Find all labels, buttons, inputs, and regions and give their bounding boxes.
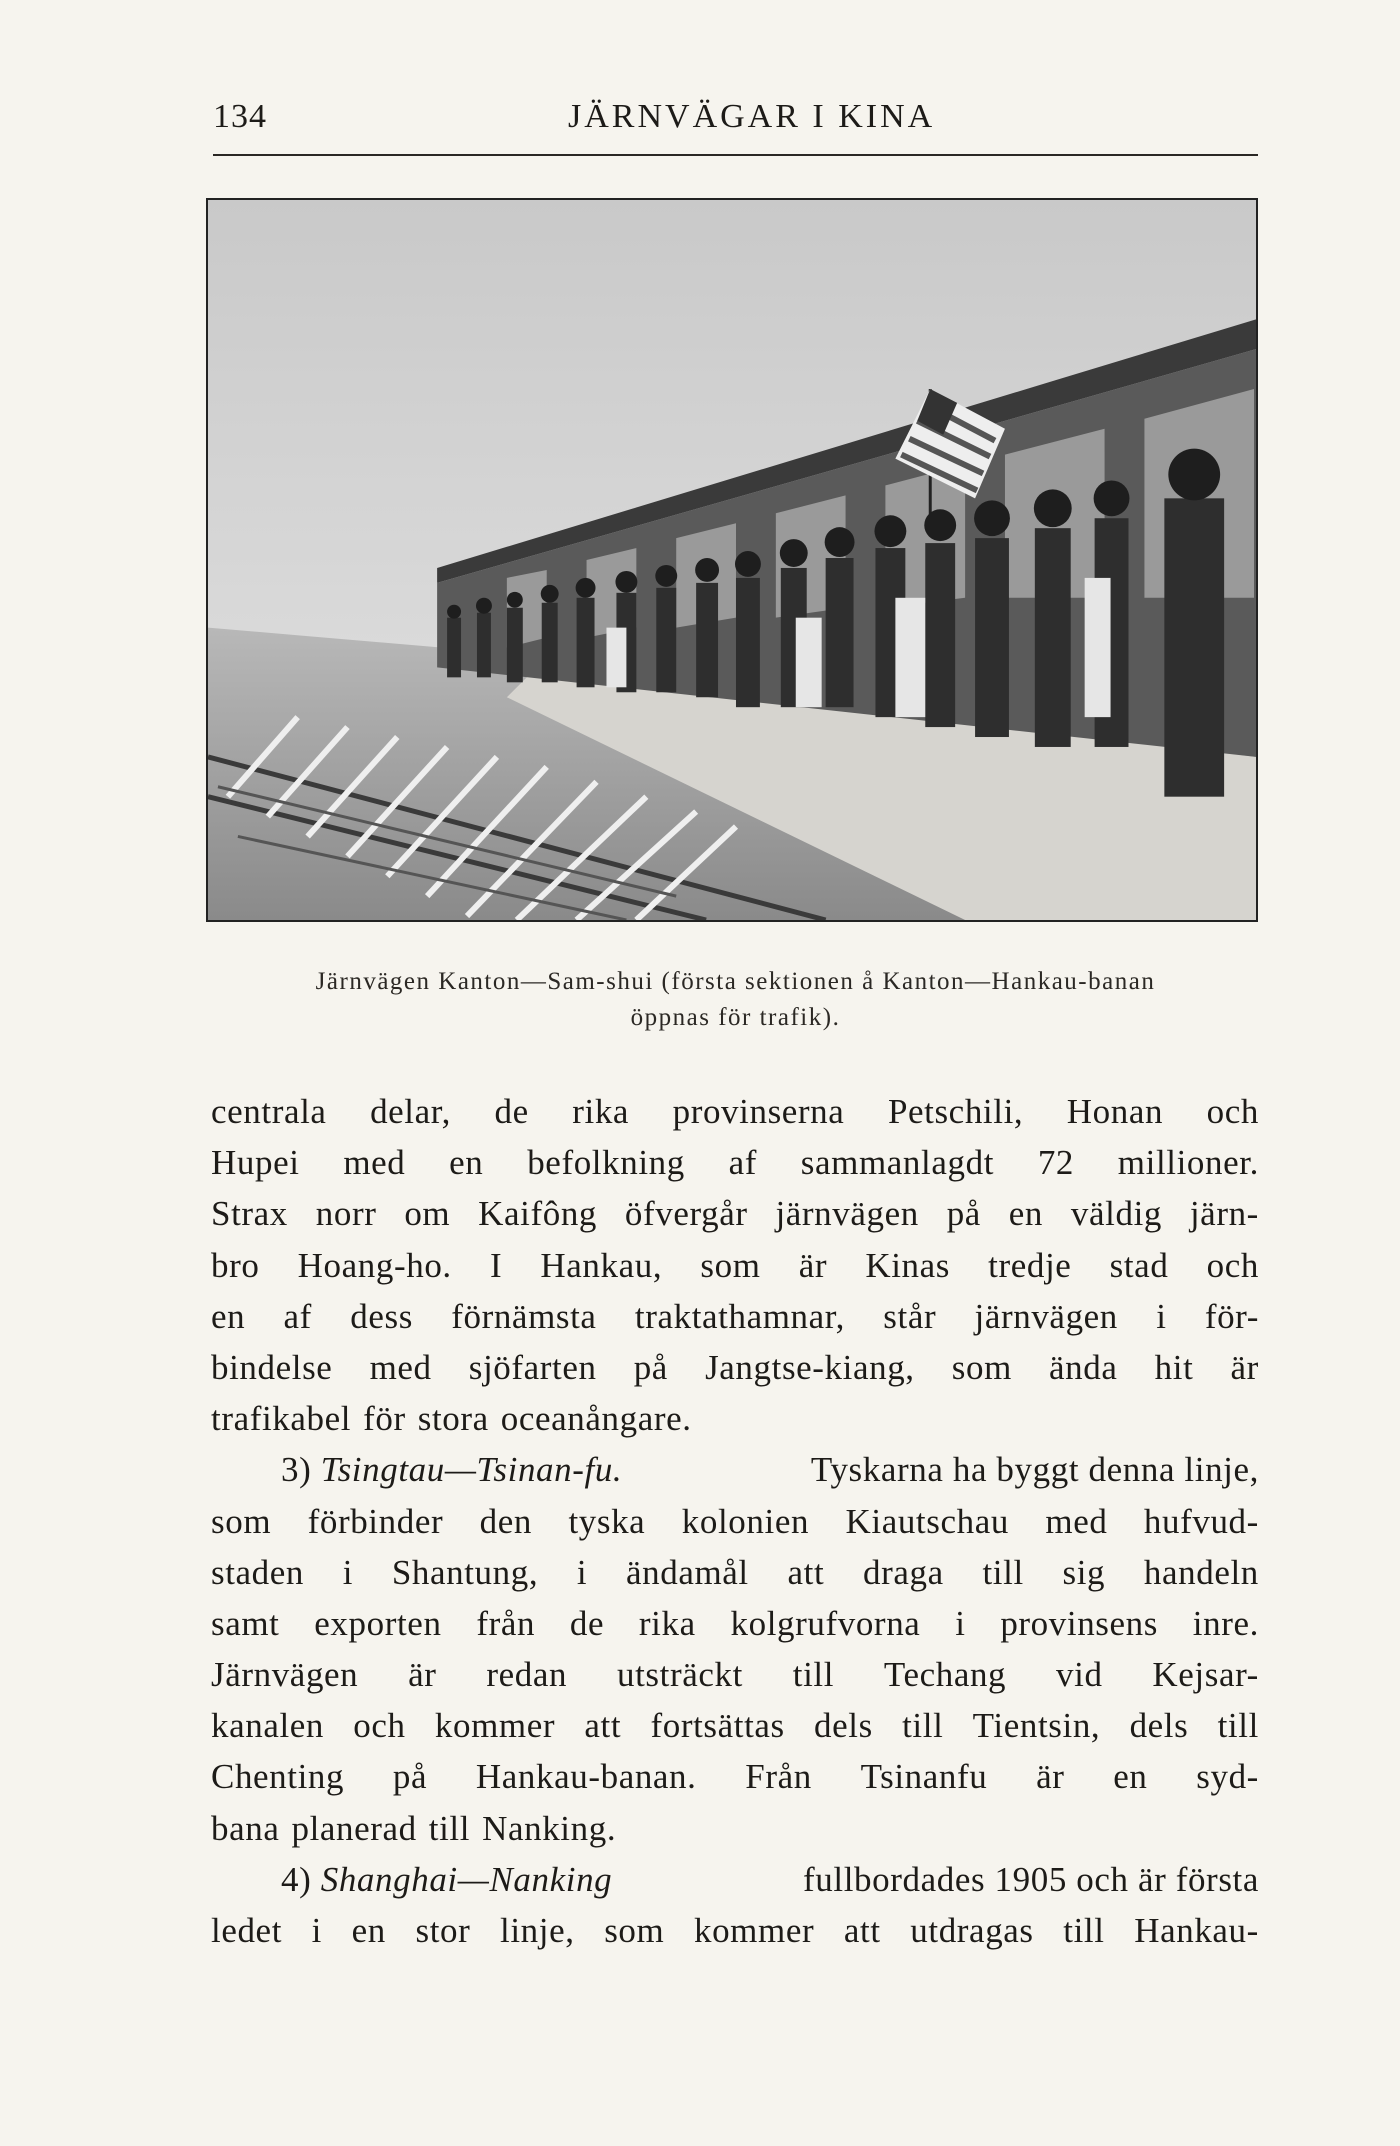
word: utdragas <box>910 1911 1034 1950</box>
word: är <box>1230 1347 1259 1387</box>
word: Jangtse-kiang, <box>705 1347 915 1387</box>
word: kolgrufvorna <box>730 1603 921 1643</box>
word: till <box>982 1552 1024 1592</box>
word: Kinas <box>865 1245 950 1285</box>
word: inre. <box>1192 1603 1259 1643</box>
word: stad <box>1109 1245 1169 1285</box>
text-line <box>211 1803 1259 1854</box>
word: Hoang-ho. <box>297 1245 452 1285</box>
text-line <box>211 1393 1259 1444</box>
word: Järnvägen <box>211 1655 359 1695</box>
word: öfvergår <box>624 1194 748 1234</box>
word: planerad <box>291 1808 417 1848</box>
word: exporten <box>314 1603 442 1643</box>
word: Tsinanfu <box>860 1757 988 1797</box>
text-line <box>211 1496 1259 1547</box>
word: Kejsar- <box>1152 1655 1259 1695</box>
word: befolkning <box>527 1143 685 1183</box>
word: förbinder <box>307 1501 444 1541</box>
section-3-first-rest: Tyskarna ha byggt denna linje, <box>810 1450 1259 1490</box>
section-3-heading-line <box>211 1444 1259 1495</box>
section-3-lead <box>281 1444 622 1495</box>
word: en <box>1008 1194 1044 1234</box>
word: rika <box>572 1092 630 1131</box>
word: sjöfarten <box>468 1347 597 1387</box>
word: med <box>369 1347 432 1387</box>
word: ledet <box>211 1911 283 1950</box>
caption-line: Järnvägen Kanton—Sam-shui (första sektionen å Kanton—Hankau-banan <box>315 968 1156 995</box>
word: att <box>787 1552 825 1592</box>
word: en <box>1113 1757 1148 1797</box>
word: stora <box>417 1399 489 1439</box>
word: fortsättas <box>650 1706 785 1746</box>
word: på <box>392 1757 428 1797</box>
word: Kaifông <box>478 1194 598 1234</box>
word: dels <box>1129 1706 1189 1746</box>
word: bindelse <box>211 1347 333 1387</box>
word: på <box>633 1347 668 1387</box>
word: norr <box>315 1194 377 1234</box>
caption-line: öppnas för trafik). <box>630 1003 841 1031</box>
word: väldig <box>1070 1194 1162 1234</box>
word: Techang <box>883 1655 1007 1695</box>
word: centrala <box>211 1092 327 1131</box>
word: från <box>476 1603 536 1643</box>
word: Nanking. <box>482 1808 617 1848</box>
word: tyska <box>568 1501 646 1541</box>
word: till <box>1063 1911 1105 1950</box>
word: millioner. <box>1117 1143 1259 1183</box>
word: Kiautschau <box>845 1501 1009 1541</box>
word: oceanångare. <box>500 1399 692 1439</box>
header-rule <box>213 154 1258 156</box>
word: och <box>1206 1092 1259 1131</box>
word: kanalen <box>211 1706 325 1746</box>
word: dels <box>814 1706 873 1746</box>
word: 72 <box>1037 1143 1075 1183</box>
word: provinserna <box>672 1092 845 1131</box>
text-line <box>211 1751 1259 1802</box>
section-4-first-rest: fullbordades 1905 och är första <box>803 1859 1259 1899</box>
word: linje, <box>500 1911 575 1950</box>
word: järnvägen <box>775 1194 919 1234</box>
section-4-title: Shanghai—Nanking <box>320 1859 613 1899</box>
word: Hankau-banan. <box>475 1757 697 1797</box>
word: i <box>342 1552 354 1592</box>
word: kolonien <box>681 1501 810 1541</box>
section-3-number: 3) <box>281 1450 312 1490</box>
word: redan <box>486 1655 568 1695</box>
text-line <box>211 1240 1259 1291</box>
word: för- <box>1204 1296 1259 1336</box>
word: med <box>343 1143 406 1183</box>
word: är <box>408 1655 437 1695</box>
word: vid <box>1056 1655 1103 1695</box>
word: en <box>449 1143 484 1183</box>
word: dess <box>350 1296 413 1336</box>
word: bana <box>211 1808 280 1848</box>
page-number: 134 <box>213 98 267 135</box>
word: utsträckt <box>616 1655 743 1695</box>
word: Petschili, <box>887 1092 1024 1131</box>
text-line <box>211 1700 1259 1751</box>
word: i <box>955 1603 966 1643</box>
word: sig <box>1062 1552 1106 1592</box>
word: som <box>211 1501 272 1541</box>
word: Strax <box>211 1194 288 1234</box>
word: i <box>311 1911 322 1950</box>
word: ändamål <box>625 1552 749 1592</box>
word: traktathamnar, <box>634 1296 845 1336</box>
word: som <box>604 1911 665 1950</box>
text-line <box>211 1291 1259 1342</box>
word: af <box>283 1296 312 1336</box>
word: samt <box>211 1603 280 1643</box>
photo-illustration <box>208 200 1256 920</box>
word: järn- <box>1189 1194 1259 1234</box>
text-line <box>211 1188 1259 1239</box>
word: som <box>700 1245 761 1285</box>
word: de <box>569 1603 605 1643</box>
word: Tientsin, <box>972 1706 1101 1746</box>
word: delar, <box>370 1092 451 1131</box>
word: att <box>843 1911 881 1950</box>
word: tredje <box>988 1245 1072 1285</box>
word: och <box>1206 1245 1259 1285</box>
word: sammanlagdt <box>800 1143 995 1183</box>
word: Chenting <box>211 1757 345 1797</box>
running-header <box>213 98 1258 148</box>
word: provinsens <box>1000 1603 1158 1643</box>
word: står <box>883 1296 937 1336</box>
body-text <box>211 1086 1259 1956</box>
text-line <box>211 1649 1259 1700</box>
text-line <box>211 1342 1259 1393</box>
word: Hankau, <box>540 1245 663 1285</box>
figure-caption <box>213 964 1258 1035</box>
word: till <box>1217 1706 1259 1746</box>
word: förnämsta <box>451 1296 597 1336</box>
word: Från <box>745 1757 812 1797</box>
word: rika <box>638 1603 696 1643</box>
word: Shantung, <box>391 1552 539 1592</box>
word: är <box>798 1245 828 1285</box>
word: hit <box>1154 1347 1194 1387</box>
word: bro <box>211 1245 260 1285</box>
word: draga <box>863 1552 944 1592</box>
word: på <box>946 1194 981 1234</box>
word: hufvud- <box>1143 1501 1259 1541</box>
word: järnvägen <box>974 1296 1118 1336</box>
word: till <box>428 1808 471 1848</box>
word: till <box>902 1706 944 1746</box>
word: kommer <box>693 1911 815 1950</box>
word: stor <box>415 1911 471 1950</box>
word: att <box>584 1706 622 1746</box>
text-line <box>211 1086 1259 1137</box>
word: ända <box>1049 1347 1118 1387</box>
section-4-number: 4) <box>281 1859 312 1899</box>
word: Hupei <box>211 1143 300 1183</box>
text-line <box>211 1137 1259 1188</box>
section-4-lead <box>281 1854 612 1905</box>
word: är <box>1036 1757 1065 1797</box>
railway-photograph <box>206 198 1258 922</box>
word: staden <box>211 1552 305 1592</box>
text-line <box>211 1905 1259 1956</box>
section-4-heading-line <box>211 1854 1259 1905</box>
text-line <box>211 1547 1259 1598</box>
word: syd- <box>1196 1757 1259 1797</box>
word: Honan <box>1066 1092 1164 1131</box>
section-3-title: Tsingtau—Tsinan-fu. <box>320 1450 623 1490</box>
word: med <box>1045 1501 1108 1541</box>
word: i <box>576 1552 588 1592</box>
word: I <box>489 1245 503 1285</box>
word: trafikabel <box>211 1399 352 1439</box>
word: af <box>728 1143 758 1183</box>
word: en <box>211 1296 246 1336</box>
word: för <box>363 1399 406 1439</box>
word: Hankau- <box>1134 1911 1259 1950</box>
word: om <box>404 1194 451 1234</box>
text-line <box>211 1598 1259 1649</box>
word: den <box>479 1501 532 1541</box>
word: kommer <box>434 1706 556 1746</box>
word: en <box>351 1911 386 1950</box>
word: handeln <box>1143 1552 1259 1592</box>
running-title: JÄRNVÄGAR I KINA <box>568 98 936 135</box>
word: och <box>353 1706 406 1746</box>
word: som <box>951 1347 1012 1387</box>
word: till <box>792 1655 835 1695</box>
word: de <box>494 1092 529 1131</box>
word: i <box>1156 1296 1167 1336</box>
